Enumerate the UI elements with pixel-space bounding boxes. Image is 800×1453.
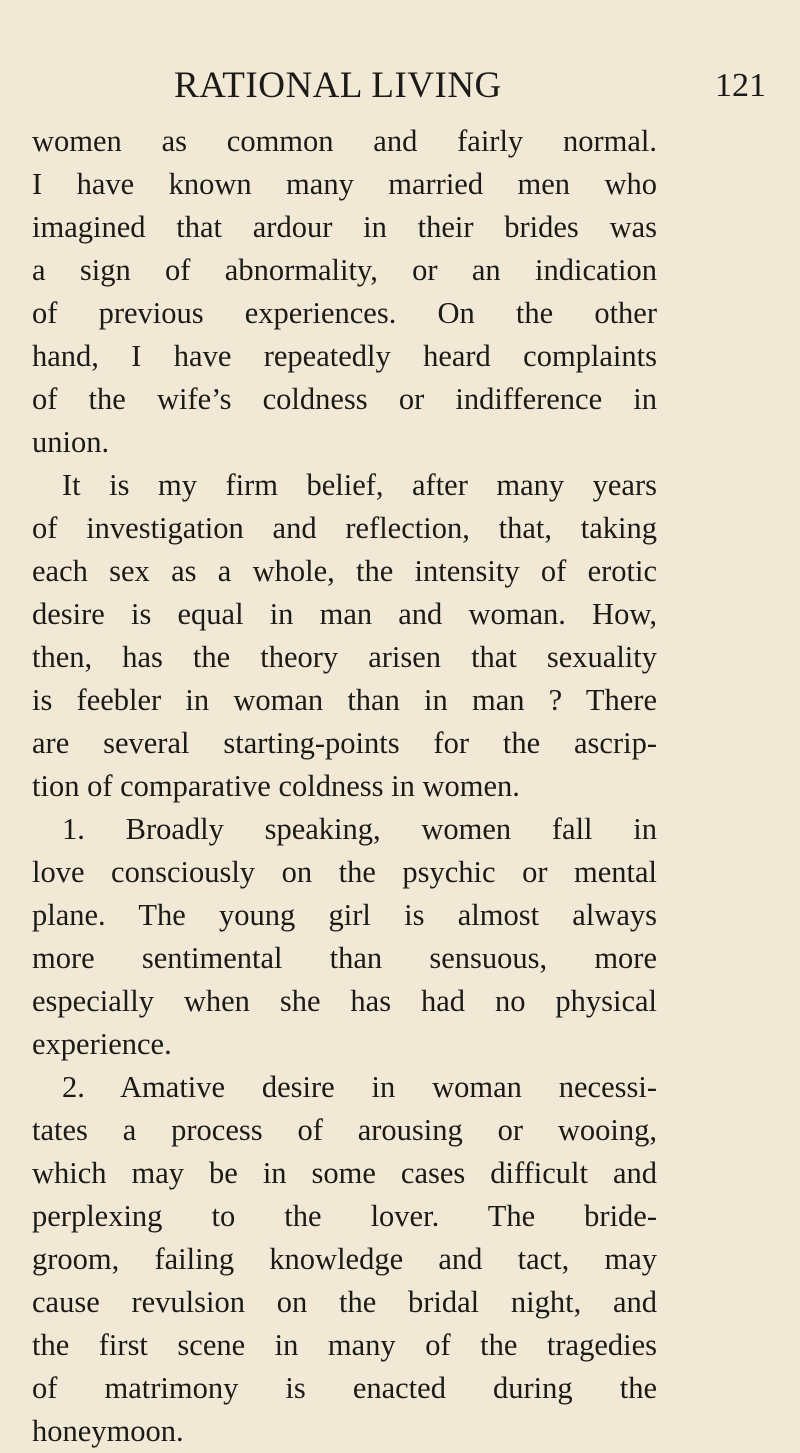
page-number: 121 (715, 67, 766, 104)
text-line: I have known many married men who (32, 167, 657, 201)
text-line: are several starting-points for the ascrip- (32, 726, 657, 760)
text-line: of investigation and reflection, that, taking (32, 511, 657, 545)
text-line: of matrimony is enacted during the (32, 1371, 657, 1405)
text-line: imagined that ardour in their brides was (32, 210, 657, 244)
text-line-paragraph-start: It is my firm belief, after many years (62, 468, 657, 502)
text-line: tates a process of arousing or wooing, (32, 1113, 657, 1147)
text-line: women as common and fairly normal. (32, 124, 657, 158)
text-line-paragraph-end: experience. (32, 1027, 172, 1061)
text-line: then, has the theory arisen that sexuality (32, 640, 657, 674)
text-line-paragraph-end: honeymoon. (32, 1414, 184, 1448)
text-line: a sign of abnormality, or an indication (32, 253, 657, 287)
text-line: especially when she has had no physical (32, 984, 657, 1018)
text-line: plane. The young girl is almost always (32, 898, 657, 932)
body-text (32, 120, 657, 1453)
text-line: is feebler in woman than in man ? There (32, 683, 657, 717)
text-line-paragraph-end: tion of comparative coldness in women. (32, 769, 520, 803)
text-line: the first scene in many of the tragedies (32, 1328, 657, 1362)
text-line: each sex as a whole, the intensity of erotic (32, 554, 657, 588)
text-line: which may be in some cases difficult and (32, 1156, 657, 1190)
running-head-title: RATIONAL LIVING (174, 65, 502, 106)
text-line: hand, I have repeatedly heard complaints (32, 339, 657, 373)
text-line-paragraph-start: 2. Amative desire in woman necessi- (62, 1070, 657, 1104)
text-line: perplexing to the lover. The bride- (32, 1199, 657, 1233)
text-line: desire is equal in man and woman. How, (32, 597, 657, 631)
text-line: of previous experiences. On the other (32, 296, 657, 330)
text-line-paragraph-start: 1. Broadly speaking, women fall in (62, 812, 657, 846)
text-line: groom, failing knowledge and tact, may (32, 1242, 657, 1276)
text-line-paragraph-end: union. (32, 425, 110, 459)
text-line: more sentimental than sensuous, more (32, 941, 657, 975)
text-line: cause revulsion on the bridal night, and (32, 1285, 657, 1319)
running-head (54, 62, 766, 110)
text-line: love consciously on the psychic or mental (32, 855, 657, 889)
text-line: of the wife’s coldness or indifference in (32, 382, 657, 416)
